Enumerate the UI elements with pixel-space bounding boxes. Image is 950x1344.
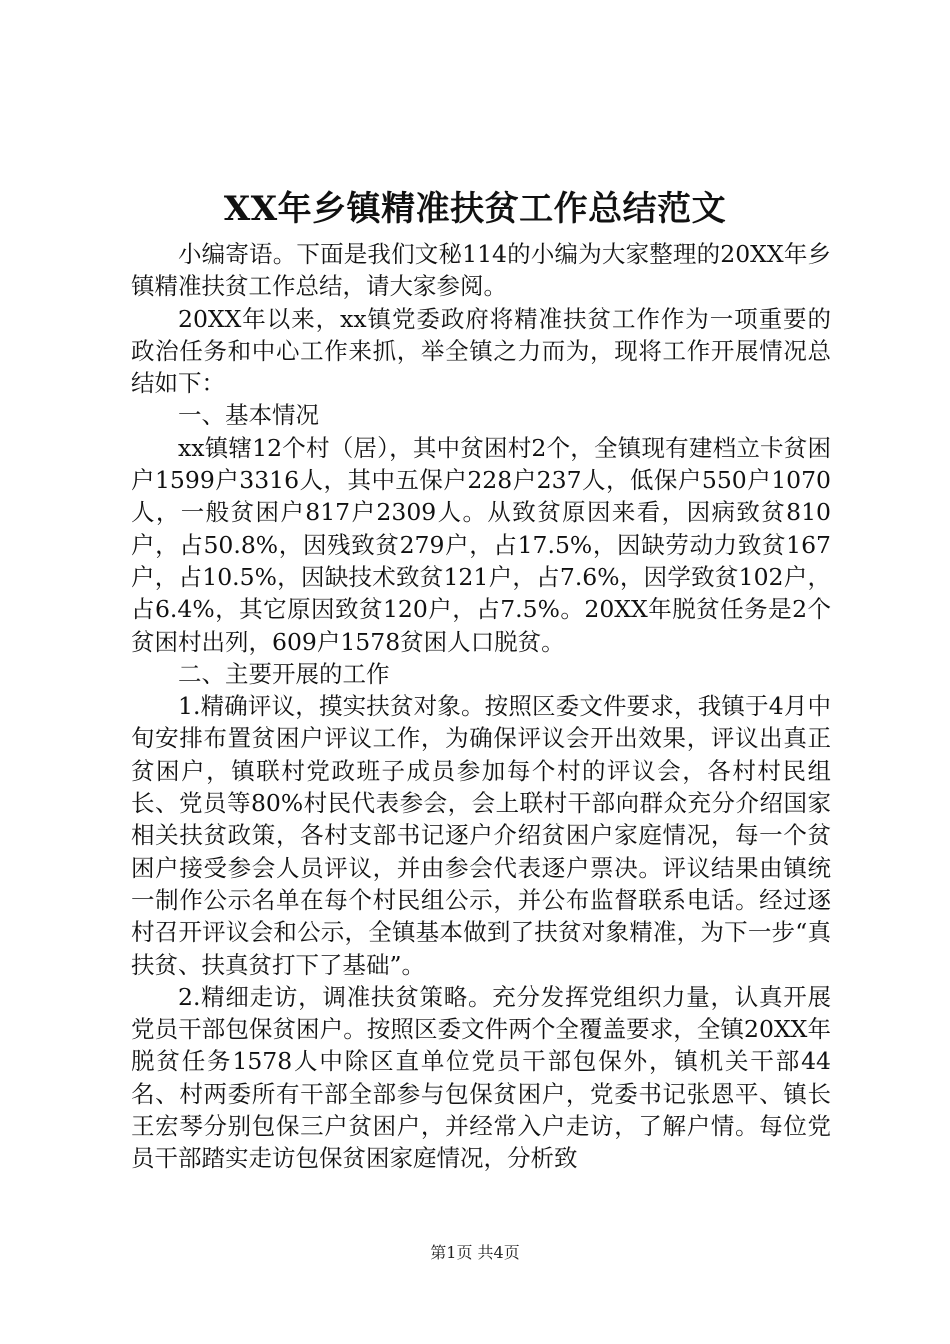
paragraph-overview: 20XX年以来，xx镇党委政府将精准扶贫工作作为一项重要的政治任务和中心工作来抓，举全镇之力而为，现将工作开展情况总结如下： bbox=[131, 304, 831, 398]
paragraph-intro: 小编寄语。下面是我们文秘114的小编为大家整理的20XX年乡镇精准扶贫工作总结，请大家参阅。 bbox=[131, 240, 831, 301]
paragraph-precise-evaluation: 1.精确评议，摸实扶贫对象。按照区委文件要求，我镇于4月中旬安排布置贫困户评议工作，为确保评议会开出效果，评议出真正贫困户，镇联村党政班子成员参加每个村的评议会，各村村民组长、党员等80%村民代表参会，会上联村干部向群众充分介绍国家相关扶贫政策，各村支部书记逐户介绍贫困户家庭情况，每一个贫困户接受参会人员评议，并由参会代表逐户票决。评议结果由镇统一制作公示名单在每个村民组公示，并公布监督联系电话。经过逐村召开评议会和公示，全镇基本做到了扶贫对象精准，为下一步“真扶贫、扶真贫打下了基础”。 bbox=[131, 692, 831, 979]
document-body bbox=[131, 238, 831, 1175]
page-footer: 第1页 共4页 bbox=[430, 1243, 520, 1262]
paragraph-detailed-visits: 2.精细走访，调准扶贫策略。充分发挥党组织力量，认真开展党员干部包保贫困户。按照区委文件两个全覆盖要求，全镇20XX年脱贫任务1578人中除区直单位党员干部包保外，镇机关干部44名、村两委所有干部全部参与包保贫困户，党委书记张恩平、镇长王宏琴分别包保三户贫困户，并经常入户走访，了解户情。每位党员干部踏实走访包保贫困家庭情况，分析致 bbox=[131, 982, 831, 1173]
section-heading-main-work: 二、主要开展的工作 bbox=[178, 659, 390, 688]
section-heading-basic-situation: 一、基本情况 bbox=[178, 401, 319, 430]
document-title: XX年乡镇精准扶贫工作总结范文 bbox=[223, 189, 727, 229]
paragraph-basic-situation: xx镇辖12个村（居），其中贫困村2个，全镇现有建档立卡贫困户1599户3316人，其中五保户228户237人，低保户550户1070人，一般贫困户817户2309人。从致贫原因来看，因病致贫810户，占50.8%，因残致贫279户，占17.5%，因缺劳动力致贫167户，占10.5%，因缺技术致贫121户，占7.6%，因学致贫102户，占6.4%，其它原因致贫120户，占7.5%。20XX年脱贫任务是2个贫困村出列，609户1578贫困人口脱贫。 bbox=[131, 433, 831, 656]
